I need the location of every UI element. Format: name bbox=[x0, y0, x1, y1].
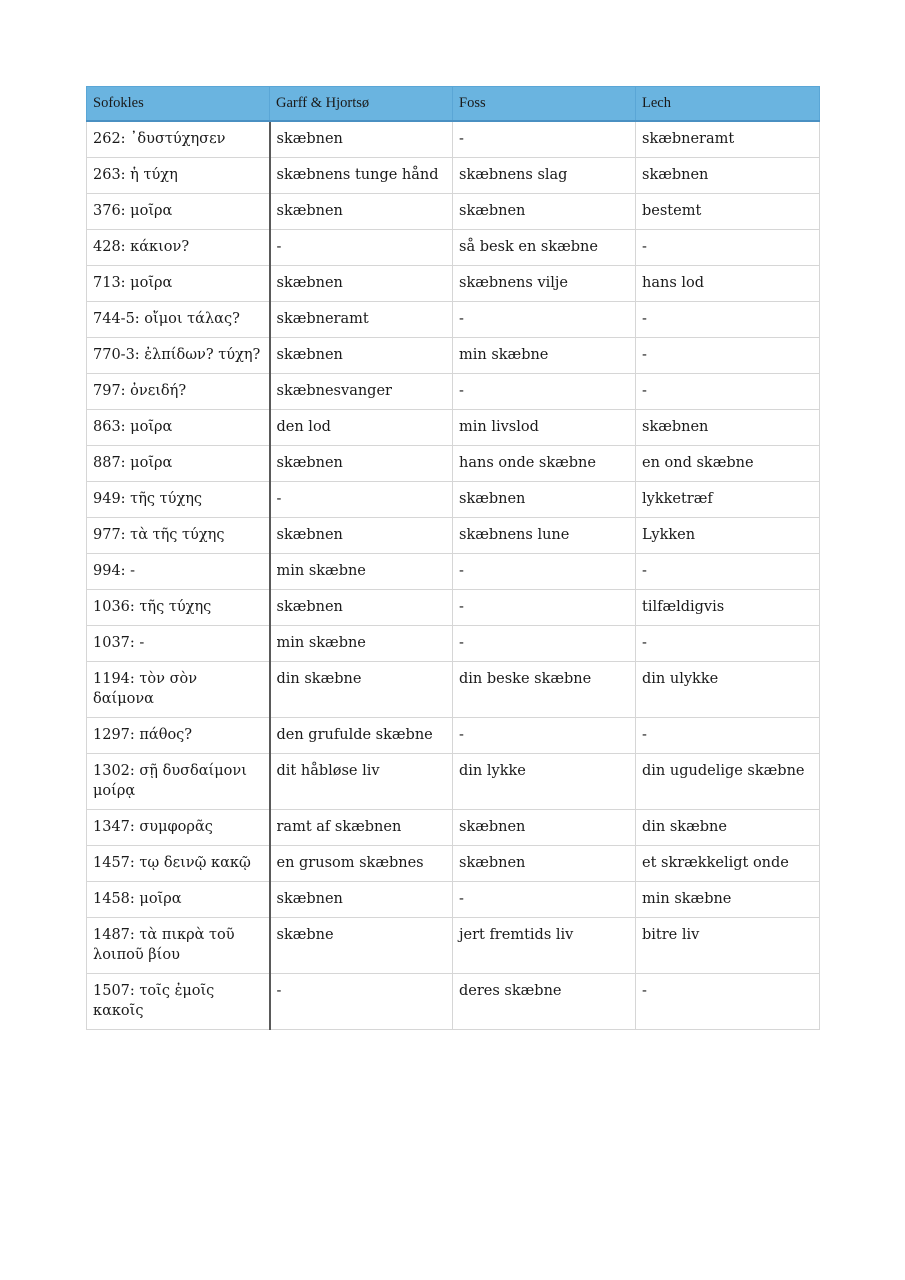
table-row bbox=[87, 718, 820, 754]
garff-hjortso-cell: min skæbne bbox=[270, 626, 453, 662]
lech-cell: bestemt bbox=[636, 194, 820, 230]
foss-cell: skæbnen bbox=[453, 482, 636, 518]
garff-hjortso-cell: skæbnen bbox=[270, 518, 453, 554]
garff-hjortso-cell: skæbneramt bbox=[270, 302, 453, 338]
garff-hjortso-cell: skæbne bbox=[270, 918, 453, 974]
table-row bbox=[87, 626, 820, 662]
table-row bbox=[87, 662, 820, 718]
garff-hjortso-cell: skæbnen bbox=[270, 590, 453, 626]
sofokles-cell: 1037: - bbox=[87, 626, 270, 662]
sofokles-cell: 1194: τὸν σὸν δαίμονα bbox=[87, 662, 270, 718]
sofokles-cell: 1302: σῇ δυσδαίμονι μοίρᾳ bbox=[87, 754, 270, 810]
garff-hjortso-cell: - bbox=[270, 230, 453, 266]
table-row bbox=[87, 302, 820, 338]
sofokles-cell: 1347: συμφορᾶς bbox=[87, 810, 270, 846]
sofokles-cell: 262: ᾽δυστύχησεν bbox=[87, 121, 270, 158]
table-row bbox=[87, 230, 820, 266]
garff-hjortso-cell: skæbnens tunge hånd bbox=[270, 158, 453, 194]
table-body bbox=[87, 121, 820, 1030]
lech-cell: en ond skæbne bbox=[636, 446, 820, 482]
foss-cell: skæbnens lune bbox=[453, 518, 636, 554]
sofokles-cell: 977: τὰ τῆς τύχης bbox=[87, 518, 270, 554]
foss-cell: jert fremtids liv bbox=[453, 918, 636, 974]
header-garff-hjortso: Garff & Hjortsø bbox=[270, 87, 453, 122]
foss-cell: skæbnens vilje bbox=[453, 266, 636, 302]
translation-comparison-table bbox=[86, 86, 820, 1030]
foss-cell: så besk en skæbne bbox=[453, 230, 636, 266]
table-row bbox=[87, 590, 820, 626]
table-row bbox=[87, 338, 820, 374]
table-row bbox=[87, 918, 820, 974]
garff-hjortso-cell: skæbnen bbox=[270, 338, 453, 374]
table-row bbox=[87, 754, 820, 810]
lech-cell: Lykken bbox=[636, 518, 820, 554]
garff-hjortso-cell: min skæbne bbox=[270, 554, 453, 590]
lech-cell: skæbnen bbox=[636, 410, 820, 446]
foss-cell: - bbox=[453, 374, 636, 410]
garff-hjortso-cell: skæbnen bbox=[270, 446, 453, 482]
foss-cell: skæbnen bbox=[453, 846, 636, 882]
garff-hjortso-cell: din skæbne bbox=[270, 662, 453, 718]
table-row bbox=[87, 374, 820, 410]
lech-cell: - bbox=[636, 230, 820, 266]
table-row bbox=[87, 810, 820, 846]
foss-cell: skæbnens slag bbox=[453, 158, 636, 194]
foss-cell: din lykke bbox=[453, 754, 636, 810]
garff-hjortso-cell: skæbnesvanger bbox=[270, 374, 453, 410]
sofokles-cell: 1458: μοῖρα bbox=[87, 882, 270, 918]
garff-hjortso-cell: - bbox=[270, 974, 453, 1030]
sofokles-cell: 994: - bbox=[87, 554, 270, 590]
foss-cell: min livslod bbox=[453, 410, 636, 446]
table-row bbox=[87, 158, 820, 194]
table-row bbox=[87, 882, 820, 918]
lech-cell: - bbox=[636, 626, 820, 662]
sofokles-cell: 863: μοῖρα bbox=[87, 410, 270, 446]
table-row bbox=[87, 518, 820, 554]
sofokles-cell: 713: μοῖρα bbox=[87, 266, 270, 302]
garff-hjortso-cell: skæbnen bbox=[270, 882, 453, 918]
lech-cell: bitre liv bbox=[636, 918, 820, 974]
foss-cell: - bbox=[453, 718, 636, 754]
foss-cell: hans onde skæbne bbox=[453, 446, 636, 482]
foss-cell: - bbox=[453, 626, 636, 662]
sofokles-cell: 1507: τοῖς ἐμοῖς κακοῖς bbox=[87, 974, 270, 1030]
garff-hjortso-cell: skæbnen bbox=[270, 194, 453, 230]
lech-cell: et skrækkeligt onde bbox=[636, 846, 820, 882]
table-row bbox=[87, 410, 820, 446]
lech-cell: skæbnen bbox=[636, 158, 820, 194]
foss-cell: - bbox=[453, 121, 636, 158]
lech-cell: - bbox=[636, 338, 820, 374]
lech-cell: - bbox=[636, 718, 820, 754]
lech-cell: - bbox=[636, 302, 820, 338]
foss-cell: - bbox=[453, 590, 636, 626]
sofokles-cell: 1036: τῆς τύχης bbox=[87, 590, 270, 626]
table-header-row bbox=[87, 87, 820, 122]
sofokles-cell: 770-3: ἐλπίδων? τύχη? bbox=[87, 338, 270, 374]
sofokles-cell: 1297: πάθος? bbox=[87, 718, 270, 754]
lech-cell: - bbox=[636, 374, 820, 410]
sofokles-cell: 1457: τῳ δεινῷ κακῷ bbox=[87, 846, 270, 882]
sofokles-cell: 744-5: οἴμοι τάλας? bbox=[87, 302, 270, 338]
sofokles-cell: 263: ἡ τύχη bbox=[87, 158, 270, 194]
sofokles-cell: 428: κάκιον? bbox=[87, 230, 270, 266]
table-row bbox=[87, 194, 820, 230]
header-sofokles: Sofokles bbox=[87, 87, 270, 122]
header-lech: Lech bbox=[636, 87, 820, 122]
garff-hjortso-cell: skæbnen bbox=[270, 121, 453, 158]
table-row bbox=[87, 266, 820, 302]
foss-cell: - bbox=[453, 302, 636, 338]
table-row bbox=[87, 974, 820, 1030]
lech-cell: lykketræf bbox=[636, 482, 820, 518]
garff-hjortso-cell: ramt af skæbnen bbox=[270, 810, 453, 846]
garff-hjortso-cell: dit håbløse liv bbox=[270, 754, 453, 810]
lech-cell: hans lod bbox=[636, 266, 820, 302]
table-row bbox=[87, 554, 820, 590]
sofokles-cell: 376: μοῖρα bbox=[87, 194, 270, 230]
lech-cell: min skæbne bbox=[636, 882, 820, 918]
foss-cell: min skæbne bbox=[453, 338, 636, 374]
garff-hjortso-cell: - bbox=[270, 482, 453, 518]
lech-cell: tilfældigvis bbox=[636, 590, 820, 626]
garff-hjortso-cell: den grufulde skæbne bbox=[270, 718, 453, 754]
table-row bbox=[87, 846, 820, 882]
lech-cell: - bbox=[636, 974, 820, 1030]
foss-cell: deres skæbne bbox=[453, 974, 636, 1030]
header-foss: Foss bbox=[453, 87, 636, 122]
lech-cell: skæbneramt bbox=[636, 121, 820, 158]
sofokles-cell: 1487: τὰ πικρὰ τοῦ λοιποῦ βίου bbox=[87, 918, 270, 974]
foss-cell: - bbox=[453, 554, 636, 590]
lech-cell: din ulykke bbox=[636, 662, 820, 718]
foss-cell: - bbox=[453, 882, 636, 918]
sofokles-cell: 797: ὀνειδή? bbox=[87, 374, 270, 410]
foss-cell: skæbnen bbox=[453, 194, 636, 230]
lech-cell: din skæbne bbox=[636, 810, 820, 846]
sofokles-cell: 949: τῆς τύχης bbox=[87, 482, 270, 518]
table-row bbox=[87, 121, 820, 158]
table-row bbox=[87, 446, 820, 482]
foss-cell: din beske skæbne bbox=[453, 662, 636, 718]
table-row bbox=[87, 482, 820, 518]
garff-hjortso-cell: en grusom skæbnes bbox=[270, 846, 453, 882]
sofokles-cell: 887: μοῖρα bbox=[87, 446, 270, 482]
lech-cell: din ugudelige skæbne bbox=[636, 754, 820, 810]
garff-hjortso-cell: skæbnen bbox=[270, 266, 453, 302]
foss-cell: skæbnen bbox=[453, 810, 636, 846]
lech-cell: - bbox=[636, 554, 820, 590]
garff-hjortso-cell: den lod bbox=[270, 410, 453, 446]
